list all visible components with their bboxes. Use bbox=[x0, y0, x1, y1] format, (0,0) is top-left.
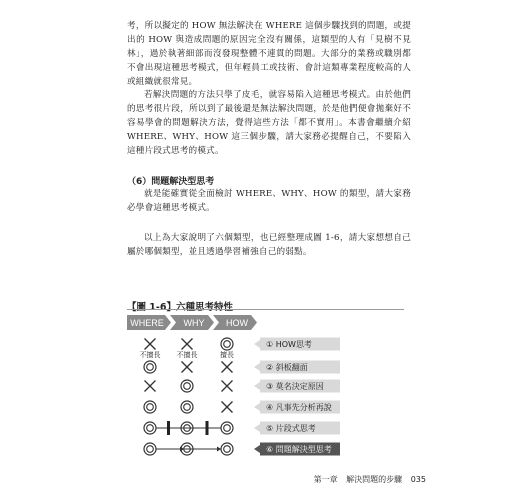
double-circle-mark bbox=[147, 425, 154, 432]
type-label: ③ 莫名決定原因 bbox=[266, 382, 324, 392]
separator-block bbox=[206, 421, 209, 435]
body-paragraph-1: 考，所以擬定的 HOW 無法解決在 WHERE 這個步驟找到的問題，或提出的 HOW 與造成問題的原因完全沒有關係，這類型的人有「見樹不見林」，過於執著細部而沒發現整體不連貫的問題。大部分的業務或職別都不會出現這種思考模式，但年輕員工或技術、會計這類專業程度較高的人或組織就很常見。 bbox=[127, 21, 411, 87]
double-circle-mark bbox=[144, 443, 156, 455]
footer-chapter: 第一章 bbox=[313, 475, 338, 484]
double-circle-mark bbox=[184, 404, 191, 411]
double-circle-mark bbox=[147, 364, 154, 371]
double-circle-mark bbox=[224, 446, 231, 453]
body-paragraph-2: 若解決問題的方法只學了皮毛，就容易陷入這種思考模式。由於他們的思考很片段，所以到了最後還是無法解決問題，於是他們便會拋棄好不容易學會的問題解決方法，覺得這些方法「都不實用」。本書會繼續介紹 WHERE、WHY、HOW 這三個步驟，請大家務必提醒自己，不要陷入這種片段式思考的模式。 bbox=[127, 90, 411, 156]
double-circle-mark bbox=[147, 404, 154, 411]
footer-chapter-title: 解決問題的步驟 bbox=[346, 475, 403, 484]
step-label-how: HOW bbox=[226, 318, 248, 328]
label-pointer bbox=[254, 340, 260, 348]
double-circle-mark bbox=[144, 401, 156, 413]
double-circle-mark bbox=[147, 446, 154, 453]
page-footer bbox=[308, 474, 426, 485]
label-pointer bbox=[254, 403, 260, 411]
double-circle-mark bbox=[224, 341, 231, 348]
double-circle-mark bbox=[144, 361, 156, 373]
type-label: ⑤ 片段式思考 bbox=[266, 424, 316, 434]
column-note: 擅長 bbox=[220, 351, 234, 359]
double-circle-mark bbox=[221, 338, 233, 350]
label-pointer bbox=[254, 382, 260, 390]
double-circle-mark bbox=[184, 383, 191, 390]
footer-page-number: 035 bbox=[410, 475, 426, 484]
type-label: ① HOW思考 bbox=[266, 340, 312, 350]
step-label-why: WHY bbox=[183, 318, 205, 328]
type-label: ⑥ 問題解決型思考 bbox=[266, 445, 332, 455]
column-note: 不擅長 bbox=[139, 351, 161, 359]
connector-arrowhead bbox=[217, 447, 221, 452]
section-paragraph: 就是能確實從全面檢討 WHERE、WHY、HOW 的類型，請大家務必學會這種思考模式。 bbox=[127, 189, 411, 213]
type-label: ② 斜板翻面 bbox=[266, 363, 308, 373]
step-label-where: WHERE bbox=[130, 318, 164, 328]
double-circle-mark bbox=[224, 425, 231, 432]
summary-paragraph: 以上為大家說明了六個類型，也已經整理成圖 1-6，請大家想想自己屬於哪個類型，並且透過學習補強自己的弱點。 bbox=[127, 233, 411, 257]
type-label: ④ 凡事先分析再說 bbox=[266, 403, 332, 413]
double-circle-mark bbox=[221, 422, 233, 434]
section-heading: （6）問題解決型思考 bbox=[127, 177, 215, 187]
column-note: 不擅長 bbox=[176, 351, 198, 359]
double-circle-mark bbox=[181, 380, 193, 392]
label-pointer bbox=[254, 424, 260, 432]
label-pointer bbox=[254, 363, 260, 371]
figure-title: 【圖 1-6】六種思考特性 bbox=[127, 302, 233, 313]
double-circle-mark bbox=[181, 401, 193, 413]
double-circle-mark bbox=[221, 443, 233, 455]
label-pointer bbox=[254, 445, 260, 453]
double-circle-mark bbox=[144, 422, 156, 434]
separator-block bbox=[167, 421, 170, 435]
